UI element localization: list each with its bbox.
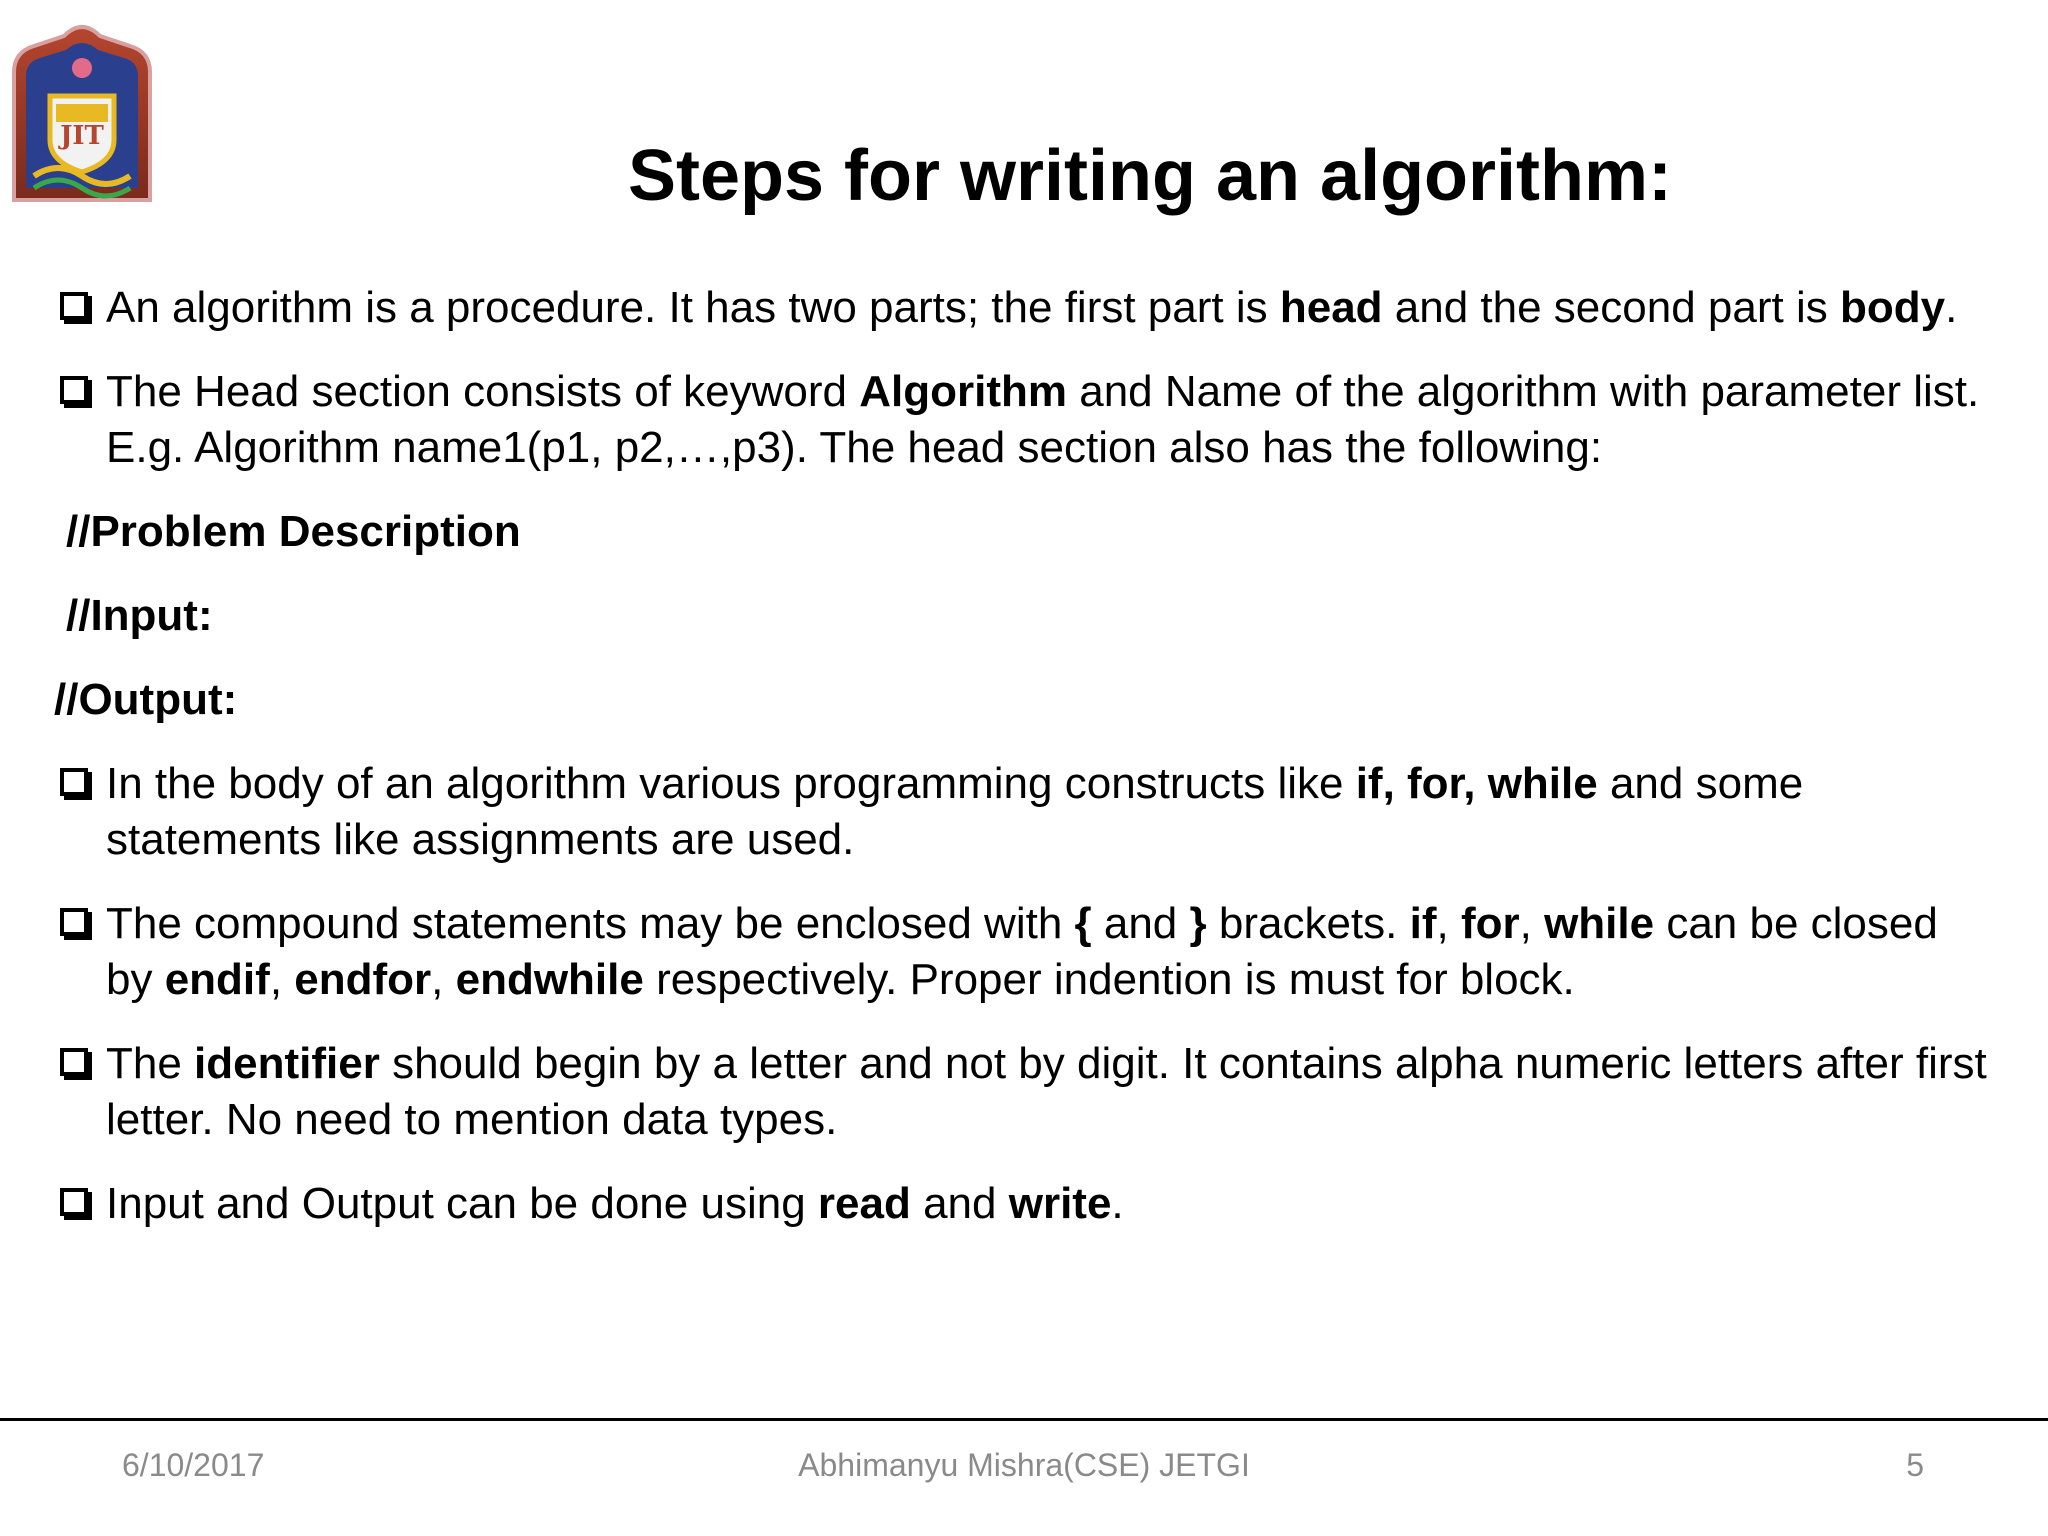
bold-text: } [1189, 899, 1207, 948]
bullet-item [56, 1036, 1996, 1148]
text-run: . [1111, 1179, 1124, 1228]
svg-text:JIT: JIT [60, 121, 104, 151]
text-run: . [1945, 283, 1958, 332]
slide-content [56, 280, 1996, 1260]
bullet-item [56, 896, 1996, 1008]
bold-text: endif [164, 955, 270, 1004]
bullet-item [56, 364, 1996, 476]
bold-text: if [1409, 899, 1437, 948]
bold-text: while [1544, 899, 1655, 948]
bullet-item [56, 1176, 1996, 1232]
text-run: An algorithm is a procedure. It has two parts; the first part is [106, 283, 1280, 332]
comment-line: //Output: [54, 675, 238, 724]
text-run: The compound statements may be enclosed with [106, 899, 1075, 948]
bold-text: for [1460, 899, 1520, 948]
text-run: Input and Output can be done using [106, 1179, 818, 1228]
footer-divider [0, 1418, 2048, 1421]
bold-text: if, for, while [1355, 759, 1598, 808]
footer-date: 6/10/2017 [122, 1447, 265, 1483]
text-run: , [431, 955, 456, 1004]
text-run: and Name of the algorithm with parameter list. E.g. Algorithm name1(p1, p2,…,p3). The head section also has the following: [106, 367, 1980, 472]
text-run: In the body of an algorithm various programming constructs like [106, 759, 1356, 808]
footer-author: Abhimanyu Mishra(CSE) JETGI [798, 1447, 1250, 1483]
text-run: and [910, 1179, 1009, 1228]
comment-line: //Problem Description [66, 507, 521, 556]
bold-text: identifier [194, 1039, 380, 1088]
bullet-item [56, 280, 1996, 336]
text-run: respectively. Proper indention is must for block. [643, 955, 1575, 1004]
text-run: brackets. [1206, 899, 1410, 948]
bold-text: { [1074, 899, 1092, 948]
bold-text: head [1279, 283, 1383, 332]
checkbox-bullet-icon [60, 292, 88, 320]
text-run: should begin by a letter and not by digit. It contains alpha numeric letters after first letter. No need to mention data types. [106, 1039, 1987, 1144]
bold-text: Algorithm [859, 367, 1068, 416]
text-run: , [269, 955, 295, 1004]
checkbox-bullet-icon [60, 768, 88, 796]
institution-logo [4, 12, 160, 208]
bold-text: body [1839, 283, 1946, 332]
slide-title: Steps for writing an algorithm: [627, 136, 1673, 216]
text-run: The [106, 1039, 195, 1088]
text-run: , [1519, 899, 1545, 948]
bold-text: endwhile [455, 955, 644, 1004]
checkbox-bullet-icon [60, 376, 88, 404]
comment-line: //Input: [66, 591, 213, 640]
bold-text: endfor [294, 955, 432, 1004]
checkbox-bullet-icon [60, 1048, 88, 1076]
footer-page-number: 5 [1906, 1447, 1924, 1483]
bold-text: write [1008, 1179, 1112, 1228]
bold-text: read [817, 1179, 911, 1228]
text-run: and some statements like assignments are used. [106, 759, 1804, 864]
checkbox-bullet-icon [60, 908, 88, 936]
text-run: The Head section consists of keyword [106, 367, 860, 416]
bullet-item [56, 756, 1996, 868]
checkbox-bullet-icon [60, 1188, 88, 1216]
text-run: and [1091, 899, 1190, 948]
text-run: can be closed by [106, 899, 1938, 1004]
text-run: , [1436, 899, 1461, 948]
text-run: and the second part is [1382, 283, 1840, 332]
